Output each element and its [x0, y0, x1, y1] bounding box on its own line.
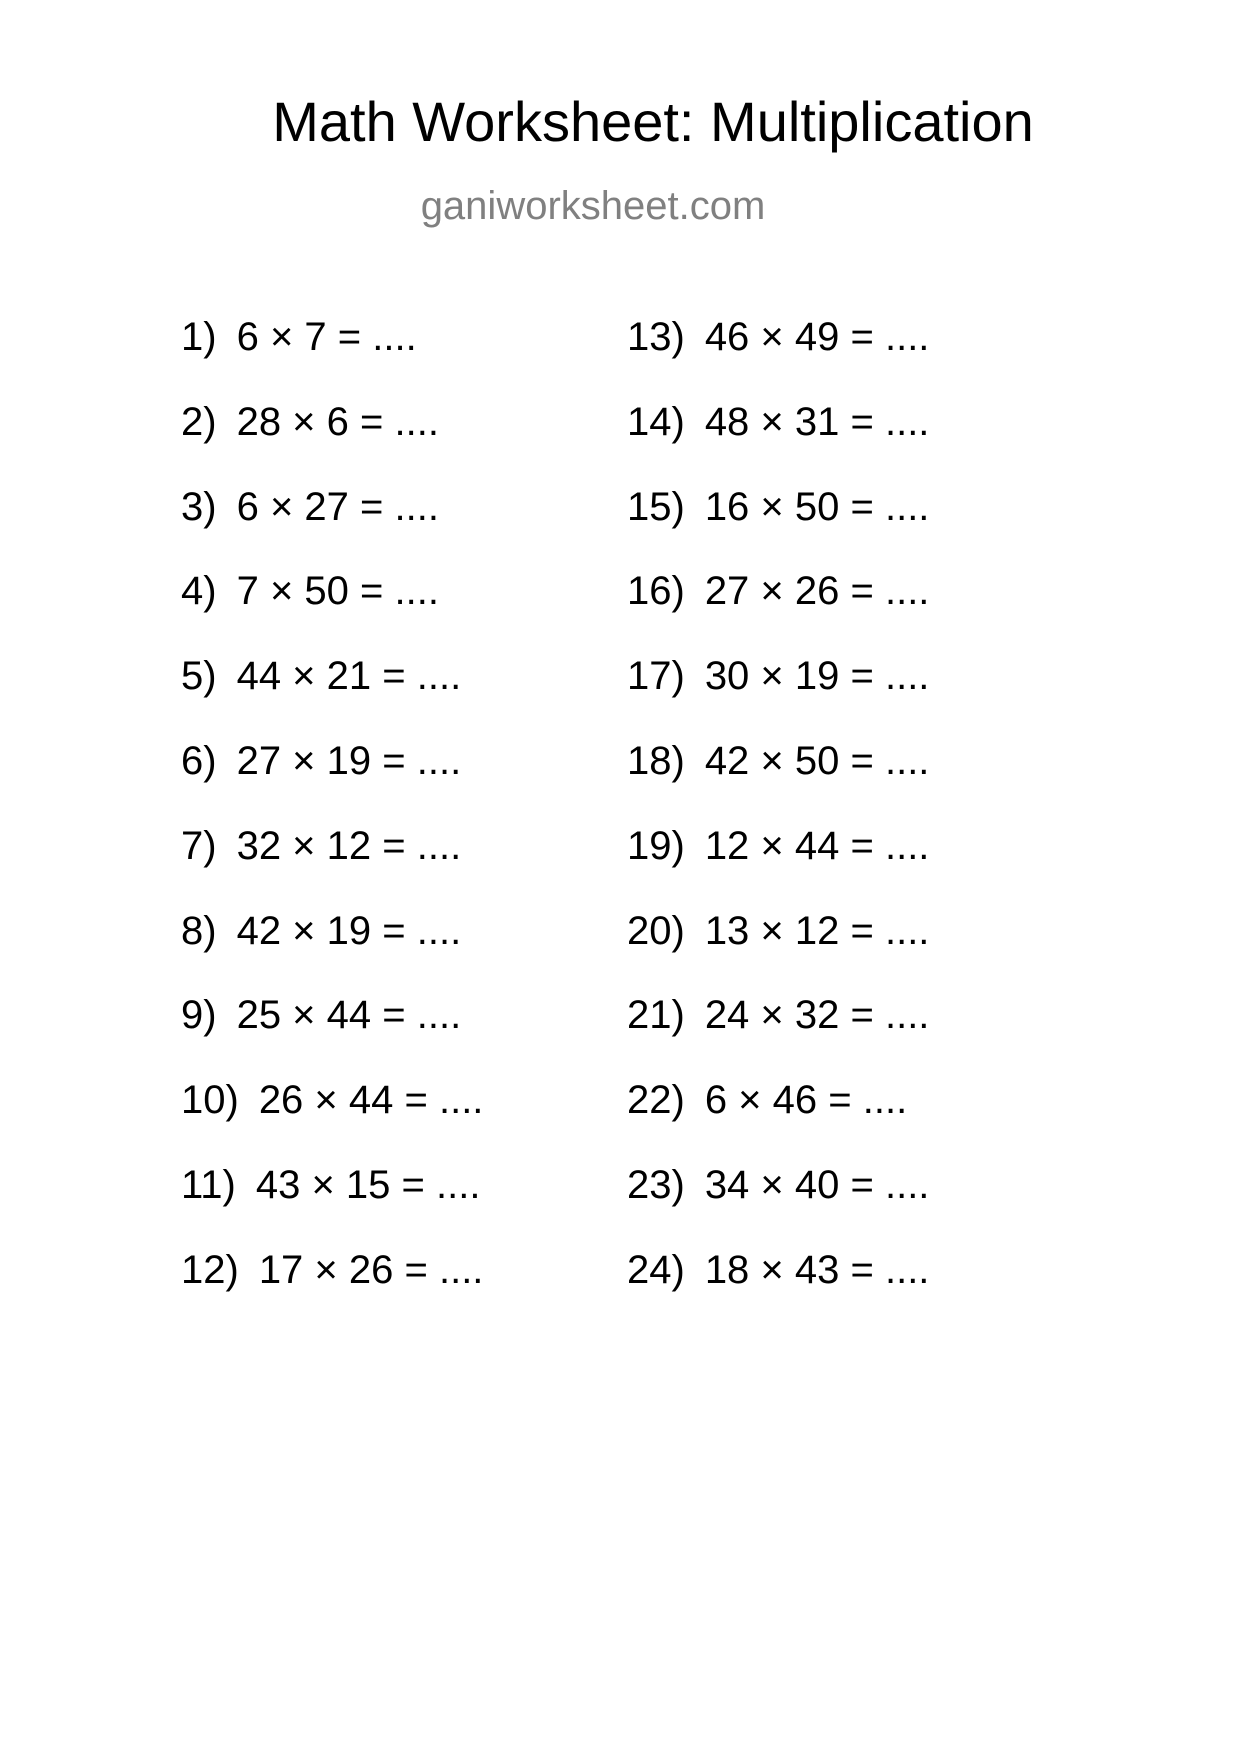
problem-expression: 28 × 6 = .... [236, 399, 439, 444]
problem-expression: 46 × 49 = .... [704, 315, 930, 359]
problem-item [627, 906, 929, 991]
problem-item [627, 990, 929, 1075]
problem-item [627, 821, 929, 906]
problem-number: 7) [181, 823, 217, 868]
problem-item [627, 482, 929, 567]
problem-expression: 16 × 50 = .... [704, 484, 930, 529]
problem-number: 1) [181, 315, 217, 359]
problem-item [181, 990, 483, 1075]
problem-number: 13) [627, 315, 685, 359]
problem-expression: 18 × 43 = .... [704, 1247, 930, 1292]
problem-expression: 30 × 19 = .... [704, 654, 930, 699]
problem-item [627, 1245, 929, 1330]
problem-number: 5) [181, 654, 217, 699]
problem-expression: 24 × 32 = .... [704, 993, 930, 1038]
problems-column-left [181, 312, 483, 1330]
problem-item [627, 736, 929, 821]
problem-number: 19) [627, 823, 685, 868]
problem-expression: 42 × 19 = .... [236, 908, 462, 953]
problem-number: 11) [181, 1162, 236, 1207]
problem-number: 4) [181, 569, 217, 614]
problem-expression: 48 × 31 = .... [704, 399, 930, 444]
problem-expression: 44 × 21 = .... [236, 654, 462, 699]
problems-column-right [627, 312, 929, 1330]
problem-expression: 6 × 7 = .... [236, 315, 417, 359]
problem-expression: 6 × 46 = .... [704, 1078, 908, 1123]
page-title: Math Worksheet: Multiplication [272, 90, 1034, 153]
problem-item [181, 1160, 483, 1245]
problem-item [627, 651, 929, 736]
problem-item [181, 312, 483, 397]
problem-expression: 13 × 12 = .... [704, 908, 930, 953]
problem-expression: 27 × 26 = .... [704, 569, 930, 614]
problem-number: 18) [627, 738, 685, 783]
page-subtitle-wrapper [0, 184, 1240, 228]
problem-number: 9) [181, 993, 217, 1038]
problem-expression: 27 × 19 = .... [236, 738, 462, 783]
problem-number: 21) [627, 993, 685, 1038]
problem-expression: 34 × 40 = .... [704, 1162, 930, 1207]
problem-expression: 17 × 26 = .... [258, 1247, 484, 1292]
problem-item [627, 1160, 929, 1245]
problem-item [627, 312, 929, 397]
problem-item [181, 482, 483, 567]
problem-number: 22) [627, 1078, 685, 1123]
problem-number: 8) [181, 908, 217, 953]
problem-expression: 26 × 44 = .... [258, 1078, 484, 1123]
problem-item [181, 906, 483, 991]
problem-number: 20) [627, 908, 685, 953]
problem-expression: 12 × 44 = .... [704, 823, 930, 868]
problem-number: 3) [181, 484, 217, 529]
problem-expression: 43 × 15 = .... [255, 1162, 481, 1207]
problem-number: 17) [627, 654, 685, 699]
problem-number: 10) [181, 1078, 239, 1123]
site-name: ganiworksheet.com [420, 184, 766, 228]
problem-item [181, 566, 483, 651]
problem-item [181, 821, 483, 906]
problem-number: 12) [181, 1247, 239, 1292]
problem-item [181, 736, 483, 821]
problem-number: 2) [181, 399, 217, 444]
problem-item [627, 1075, 929, 1160]
problem-item [627, 566, 929, 651]
problem-number: 15) [627, 484, 685, 529]
problem-item [181, 397, 483, 482]
problem-number: 24) [627, 1247, 685, 1292]
problem-expression: 25 × 44 = .... [236, 993, 462, 1038]
problem-expression: 32 × 12 = .... [236, 823, 462, 868]
problem-item [181, 1245, 483, 1330]
problem-number: 14) [627, 399, 685, 444]
problem-expression: 6 × 27 = .... [236, 484, 439, 529]
problem-item [181, 1075, 483, 1160]
problem-expression: 42 × 50 = .... [704, 738, 930, 783]
problem-item [627, 397, 929, 482]
problem-item [181, 651, 483, 736]
problem-number: 23) [627, 1162, 685, 1207]
problem-number: 16) [627, 569, 685, 614]
problem-expression: 7 × 50 = .... [236, 569, 439, 614]
problem-number: 6) [181, 738, 217, 783]
